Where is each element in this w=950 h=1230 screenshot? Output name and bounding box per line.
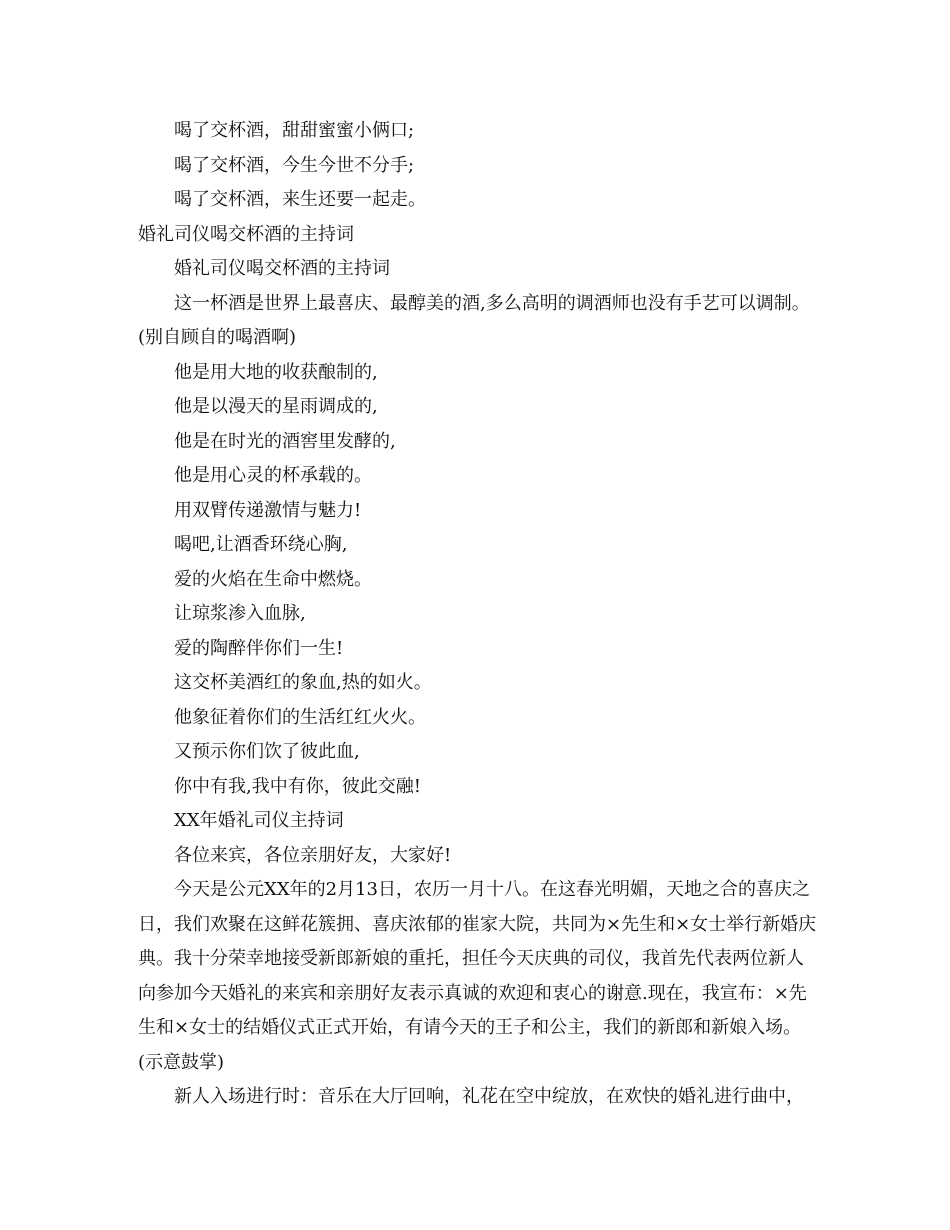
section-title: 婚礼司仪喝交杯酒的主持词 [138,223,354,245]
section-subtitle: 婚礼司仪喝交杯酒的主持词 [174,258,390,279]
poem-line: 喝了交杯酒，来生还要一起走。 [174,189,426,210]
toast-line: 他象征着你们的生活红红火火。 [174,706,426,728]
entrance-paragraph: 新人入场进行时：音乐在大厅回响，礼花在空中绽放，在欢快的婚礼进行曲中， [174,1086,804,1107]
toast-line: 他是以漫天的星雨调成的, [174,396,378,417]
toast-line: 他是用大地的收获酿制的, [174,361,378,383]
toast-line: 你中有我,我中有你，彼此交融! [174,775,421,797]
toast-line: 喝吧,让酒香环绕心胸, [174,534,348,555]
opening-paragraph: 今天是公元XX年的2月13日，农历一月十八。在这春光明媚，天地之合的喜庆之日，我们欢聚在这鲜花簇拥、喜庆浓郁的崔家大院，共同为×先生和×女士举行新婚庆典。我十分荣幸地接受新郎新娘的重托，担任今天庆典的司仪，我首先代表两位新人向参加今天婚礼的来宾和亲朋好友表示真诚的欢迎和衷心的谢意.现在，我宣布：×先生和×女士的结婚仪式正式开始，有请今天的王子和公主，我们的新郎和新娘入场。(示意鼓掌) [138,879,817,1073]
toast-line: 爱的火焰在生命中燃烧。 [174,568,372,590]
toast-line: 又预示你们饮了彼此血, [174,741,360,762]
toast-line: 他是用心灵的杯承载的。 [174,465,372,486]
toast-line: 用双臂传递激情与魅力! [174,499,362,521]
toast-line: 让琼浆渗入血脉, [174,603,306,624]
toast-line: 这交杯美酒红的象血,热的如火。 [174,672,432,693]
intro-paragraph: 这一杯酒是世界上最喜庆、最醇美的酒,多么高明的调酒师也没有手艺可以调制。(别自顾自的喝酒啊) [138,292,810,348]
toast-line: 他是在时光的酒窖里发酵的, [174,430,396,452]
document-body [138,114,820,1115]
greeting-line: 各位来宾，各位亲朋好友，大家好! [174,844,452,866]
poem-line: 喝了交杯酒，今生今世不分手; [174,154,415,176]
toast-line: 爱的陶醉伴你们一生! [174,637,344,659]
poem-line: 喝了交杯酒，甜甜蜜蜜小俩口; [174,120,415,141]
speech-title: XX年婚礼司仪主持词 [174,810,344,831]
